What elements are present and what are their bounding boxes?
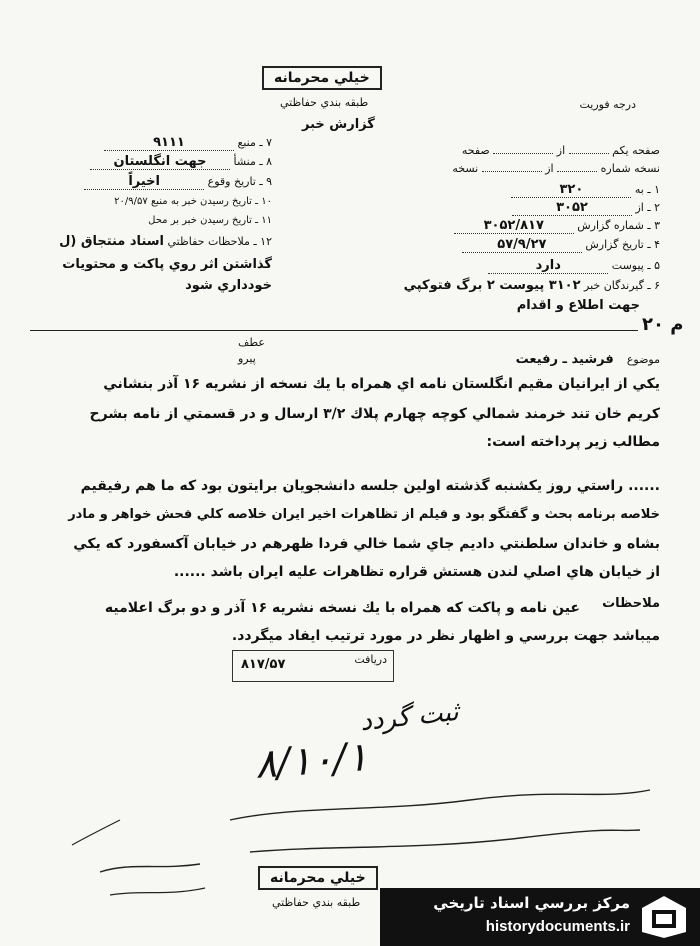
field-to-label: ۱ ـ به xyxy=(634,183,660,196)
margin-mark: ۲۰ م xyxy=(642,314,684,335)
page-label: صفحه xyxy=(461,144,490,157)
origin-value: جهت انگلستان xyxy=(90,154,230,170)
remarks-label: ملاحظات xyxy=(602,596,660,611)
follow-up-label: پيرو xyxy=(238,352,256,365)
attachment-value: دارد xyxy=(488,258,608,274)
copy-label: نسخه xyxy=(452,162,479,175)
attachment-label: ۵ ـ پيوست xyxy=(611,259,660,272)
scribble-line-2 xyxy=(250,830,640,852)
subject-value: فرشيد ـ رفيعت xyxy=(515,352,614,367)
bottom-stamp-text: خيلي محرمانه xyxy=(270,870,366,886)
signature-mark-2 xyxy=(110,888,205,895)
bottom-classification-sub: طبقه بندي حفاظتي xyxy=(272,896,361,909)
remarks-line-2: ميباشد جهت بررسي و اظهار نظر در مورد ترتيب ايفاد ميگردد. xyxy=(231,628,660,644)
quote-line-4: از خيابان هاي اصلي لندن هستش قراره تظاهرات عليه ايران باشد ...... xyxy=(173,564,660,580)
body-line-2: كريم خان تند خرمند شمالي كوچه چهارم پلاك ۳/۲ ارسال و در قسمتي از نامه بشرح xyxy=(89,406,660,422)
recipients-note: جهت اطلاع و اقدام xyxy=(516,298,640,313)
quote-line-3: بشاه و خاندان سلطنتي دادیم جاي شما خالي فردا ظهرهم در خيابان آكسفورد كه يكي xyxy=(73,536,660,552)
signature-mark xyxy=(100,864,200,872)
field-received-source: ۱۰ ـ تاريخ رسيدن خبر به منبع ۲۰/۹/۵۷ xyxy=(114,196,272,207)
scribble-side xyxy=(72,820,120,845)
handling-note-2: خودداري شود xyxy=(185,278,272,293)
field-from-value: ۳۰۵۲ xyxy=(512,200,632,216)
report-title: گزارش خبر xyxy=(302,117,375,132)
source-label: ۷ ـ منبع xyxy=(237,136,272,149)
archive-logo xyxy=(380,888,700,946)
report-date-value: ۵۷/۹/۲۷ xyxy=(462,237,582,253)
copy-num-label: نسخه شماره xyxy=(600,162,660,175)
from-label-1: از xyxy=(556,144,566,157)
source-value: ۹۱۱۱ xyxy=(104,135,234,151)
occurrence-date-label: ۹ ـ تاريخ وقوع xyxy=(207,175,272,188)
handwritten-note: ثبت گردد xyxy=(358,696,461,738)
logo-emblem-icon xyxy=(638,892,690,942)
field-from-label: ۲ ـ از xyxy=(635,201,660,214)
handling-note-1: گذاشتن اثر روي پاكت و محتويات xyxy=(62,257,272,272)
field-received-place: ۱۱ ـ تاريخ رسيدن خبر بر محل xyxy=(148,215,272,226)
classification-text: خيلي محرمانه xyxy=(274,70,370,86)
remarks-line-1: عين نامه و پاكت كه همراه با يك نسخه نشريه ۱۶ آذر و دو برگ اعلاميه xyxy=(104,600,580,616)
report-date-label: ۴ ـ تاريخ گزارش xyxy=(585,238,660,251)
quote-line-1: ...... راستي روز يكشنبه گذشته اولين جلسه دانشجويان برايتون بود كه ما هم رفيقيم xyxy=(80,478,660,494)
priority-label: درجه فوريت xyxy=(579,98,636,111)
classification-sub: طبقه بندي حفاظتي xyxy=(280,96,369,109)
report-number-value: ۳۰۵۲/۸۱۷ xyxy=(454,218,574,234)
page-num-label: صفحه يكم xyxy=(612,144,660,157)
security-notes-value: اسناد منتجاق (ل xyxy=(59,234,164,249)
receipt-number: ۸۱۷/۵۷ xyxy=(241,657,286,672)
body-line-3: مطالب زير پرداخته است: xyxy=(486,434,660,450)
reference-label: عطف xyxy=(238,336,265,349)
occurrence-date-value: اخيراً xyxy=(84,174,204,190)
recipients-label: ۶ ـ گيرندگان خبر xyxy=(584,279,660,292)
from-label-2: از xyxy=(545,162,554,175)
report-number-label: ۳ ـ شماره گزارش xyxy=(577,219,660,232)
body-line-1: يكي از ايرانيان مقيم انگلستان نامه اي همراه با يك نسخه از نشريه ۱۶ آذر بنشاني xyxy=(103,376,660,392)
quote-line-2: خلاصه برنامه بحث و گفتگو بود و فيلم از تظاهرات اخير ايران خلاصه كلي فحش خواهر و مادر xyxy=(68,507,660,522)
origin-label: ۸ ـ منشأ xyxy=(233,155,272,168)
security-notes-label: ۱۲ ـ ملاحظات حفاظتي xyxy=(167,235,272,248)
field-to-value: ۳۲۰ xyxy=(511,182,631,198)
handwritten-date: ۸/۱۰/۱ xyxy=(253,734,370,788)
recipients-value: ۳۱۰۲ پيوست ۲ برگ فتوكپي xyxy=(403,278,581,293)
logo-url: historydocuments.ir xyxy=(485,918,630,935)
receipt-label: دريافت xyxy=(354,653,387,666)
logo-name: مركز بررسي اسناد تاريخي xyxy=(433,894,630,912)
bottom-classification-stamp xyxy=(258,866,378,890)
subject-label: موضوع xyxy=(626,353,660,366)
scribble-line-1 xyxy=(230,790,650,820)
